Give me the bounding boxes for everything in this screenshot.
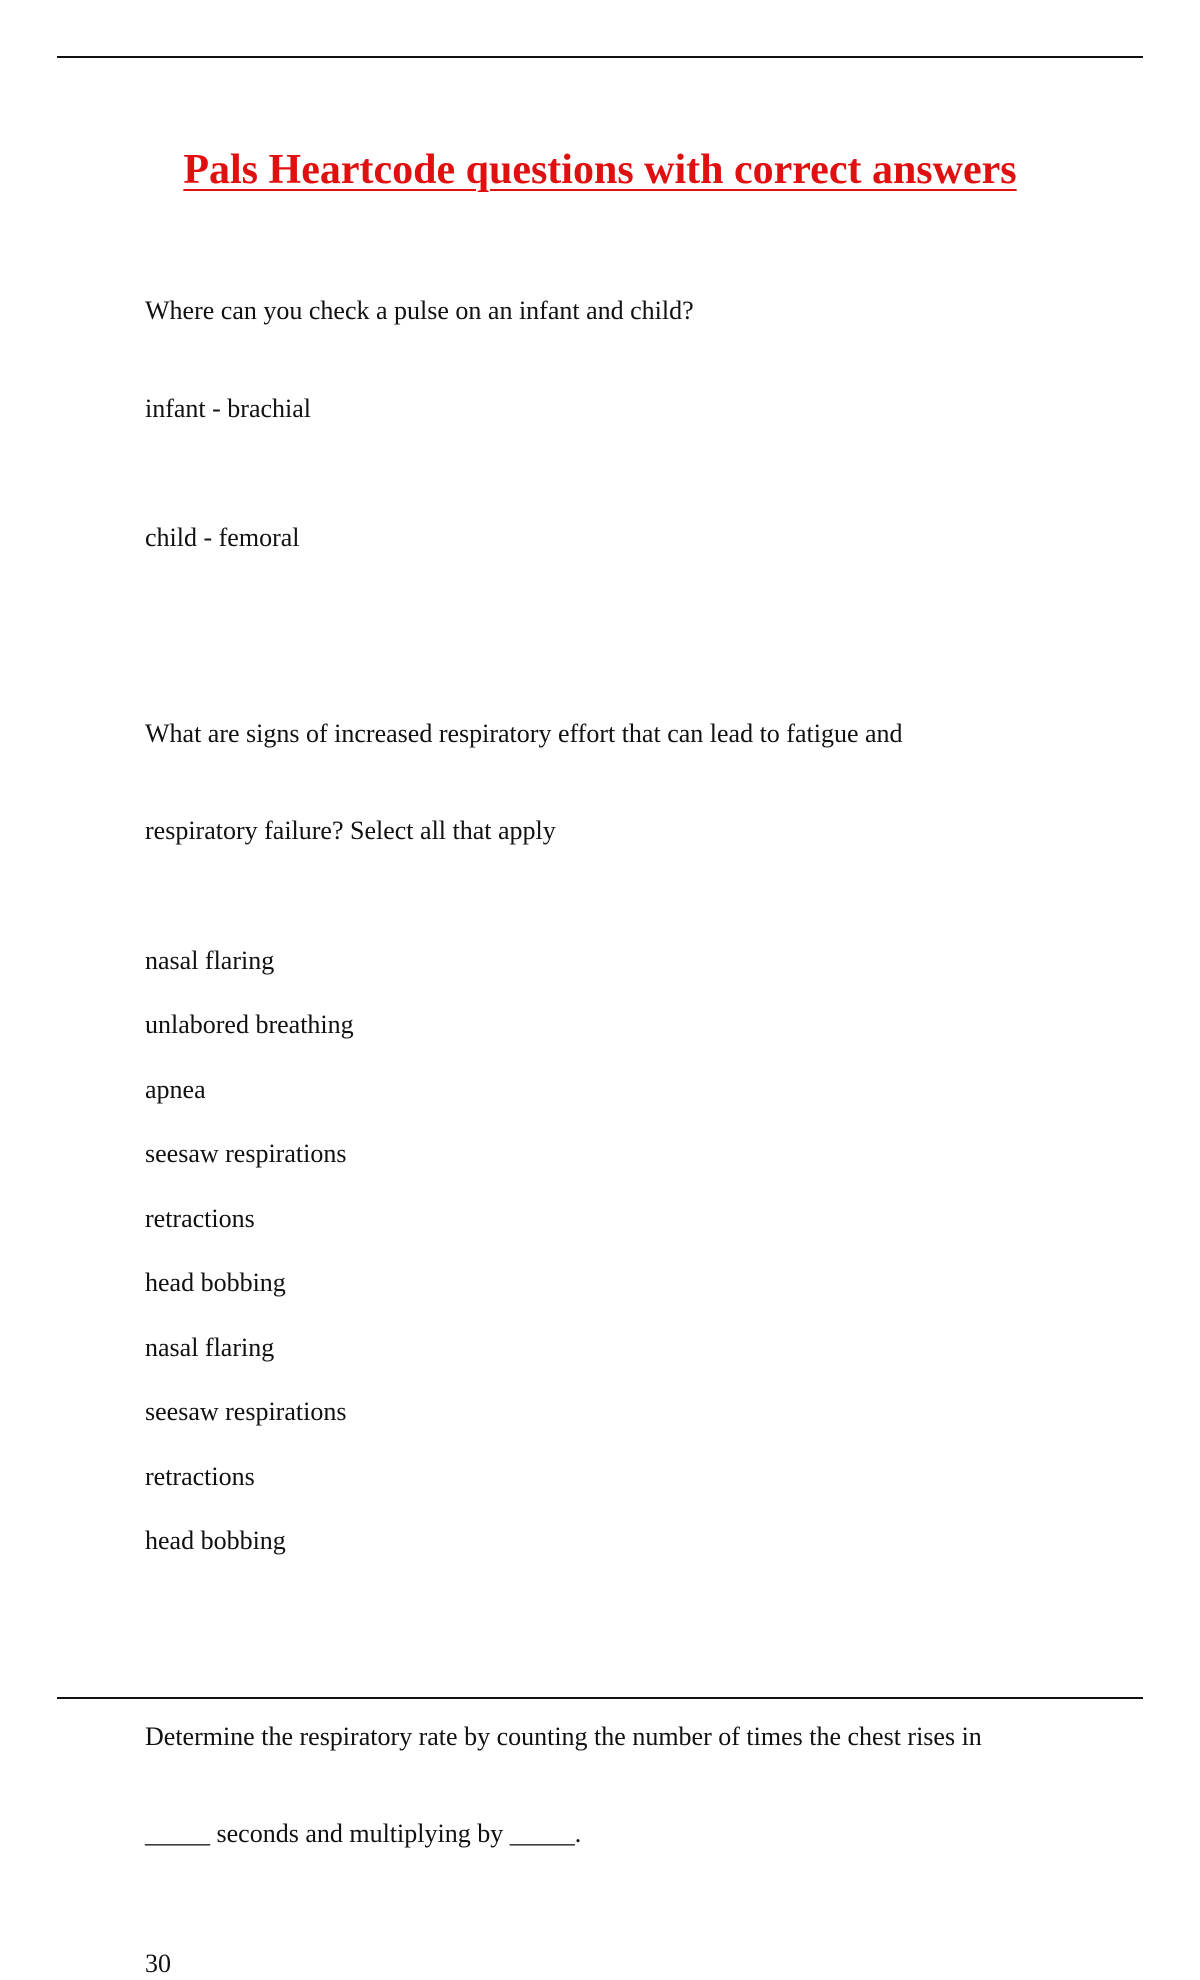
spacer	[145, 1558, 1065, 1656]
answer-text: child - femoral	[145, 522, 1065, 555]
question-text	[145, 230, 1065, 490]
question-line: Determine the respiratory rate by counting the number of times the chest rises in	[145, 1721, 1065, 1754]
page-title: Pals Heartcode questions with correct answers	[0, 144, 1200, 196]
answer-option: apnea	[145, 1074, 1065, 1107]
answer-option: retractions	[145, 1203, 1065, 1236]
question-line: respiratory failure? Select all that apply	[145, 815, 1065, 848]
qa-item-1	[145, 230, 1065, 555]
spacer	[145, 555, 1065, 653]
header-rule	[57, 56, 1143, 58]
answer-option: nasal flaring	[145, 945, 1065, 978]
answer-text: 30	[145, 1948, 1065, 1980]
question-line: _____ seconds and multiplying by _____.	[145, 1818, 1065, 1851]
qa-item-2	[145, 653, 1065, 1558]
document-body	[145, 230, 1065, 1980]
answer-correct: nasal flaring	[145, 1332, 1065, 1365]
answer-option: seesaw respirations	[145, 1138, 1065, 1171]
answer-correct: seesaw respirations	[145, 1396, 1065, 1429]
question-text	[145, 1656, 1065, 1916]
question-text	[145, 653, 1065, 913]
answer-option: unlabored breathing	[145, 1009, 1065, 1042]
question-line: Where can you check a pulse on an infant and child?	[145, 295, 1065, 328]
qa-item-3	[145, 1656, 1065, 1980]
question-line: What are signs of increased respiratory effort that can lead to fatigue and	[145, 718, 1065, 751]
answer-correct: retractions	[145, 1461, 1065, 1494]
answer-option: head bobbing	[145, 1267, 1065, 1300]
question-line: infant - brachial	[145, 393, 1065, 426]
footer-rule	[57, 1697, 1143, 1699]
answer-correct: head bobbing	[145, 1525, 1065, 1558]
